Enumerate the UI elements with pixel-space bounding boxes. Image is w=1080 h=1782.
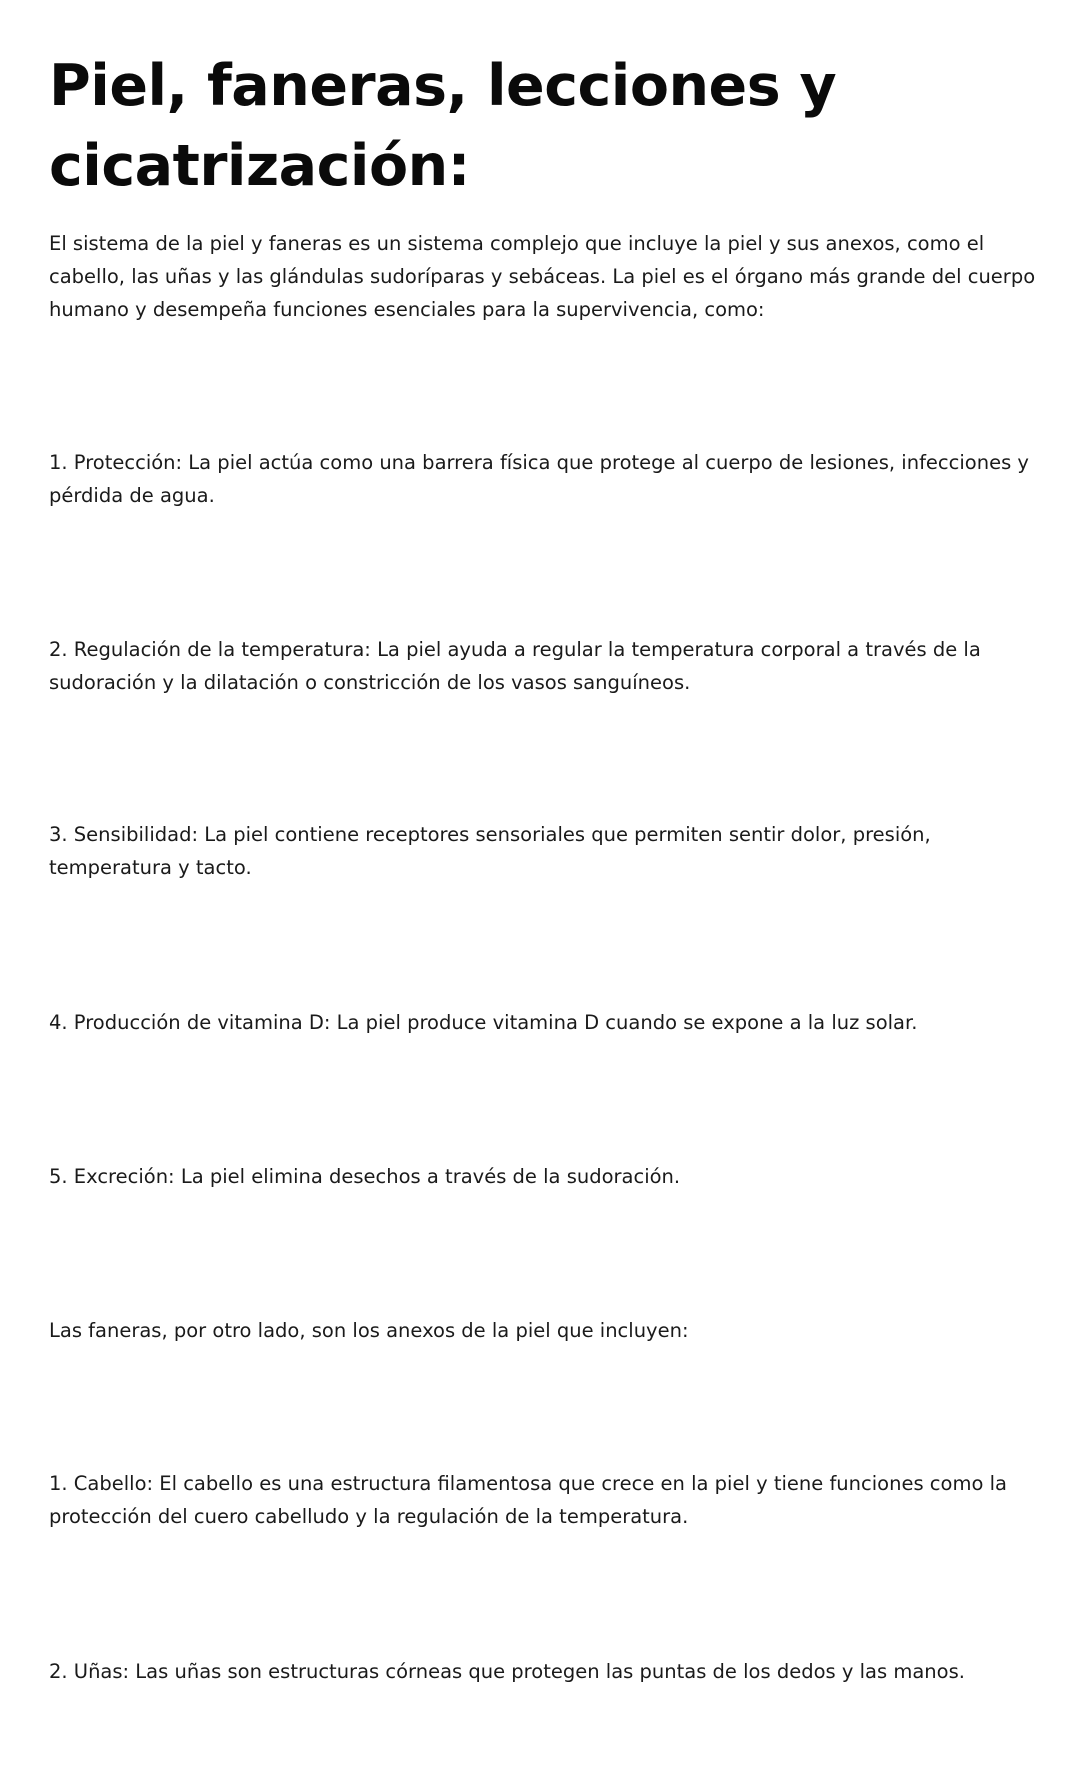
skin-function-vitamin-d: 4. Producción de vitamina D: La piel produce vitamina D cuando se expone a la luz solar.: [49, 1011, 918, 1034]
skin-function-protection: 1. Protección: La piel actúa como una barrera física que protege al cuerpo de lesiones, infecciones y pérdida de agua.: [49, 451, 1029, 507]
skin-function-excretion: 5. Excreción: La piel elimina desechos a través de la sudoración.: [49, 1165, 681, 1188]
faneras-item-nails: 2. Uñas: Las uñas son estructuras córneas que protegen las puntas de los dedos y las manos.: [49, 1660, 965, 1683]
page-title: Piel, faneras, lecciones y cicatrización:: [49, 53, 837, 199]
skin-function-sensitivity: 3. Sensibilidad: La piel contiene receptores sensoriales que permiten sentir dolor, presión, temperatura y tacto.: [49, 823, 931, 879]
faneras-item-hair: 1. Cabello: El cabello es una estructura filamentosa que crece en la piel y tiene funciones como la protección del cuero cabelludo y la regulación de la temperatura.: [49, 1472, 1007, 1528]
faneras-intro-paragraph: Las faneras, por otro lado, son los anexos de la piel que incluyen:: [49, 1319, 689, 1342]
skin-function-temperature-regulation: 2. Regulación de la temperatura: La piel ayuda a regular la temperatura corporal a través de la sudoración y la dilatación o constricción de los vasos sanguíneos.: [49, 638, 981, 694]
intro-paragraph: El sistema de la piel y faneras es un sistema complejo que incluye la piel y sus anexos, como el cabello, las uñas y las glándulas sudoríparas y sebáceas. La piel es el órgano más grande del cuerpo humano y desempeña funciones esenciales para la supervivencia, como:: [49, 232, 1036, 321]
